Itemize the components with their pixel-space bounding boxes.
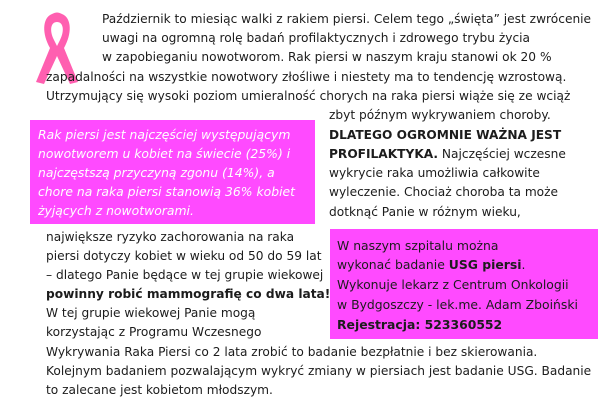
prophylaxis-heading-line-1: DLATEGO OGROMNIE WAŻNA JEST bbox=[329, 128, 562, 142]
risk-line-3: – dlatego Panie będące w tej grupie wiekowej bbox=[46, 268, 324, 282]
statistics-line-5: żyjących z nowotworami. bbox=[38, 203, 194, 218]
prophylaxis-heading-line-2: PROFILAKTYKA. bbox=[329, 147, 439, 161]
statistics-line-2: nowotworem u kobiet na świecie (25%) i bbox=[38, 146, 291, 161]
prophylaxis-line-2 bbox=[329, 145, 566, 164]
prophylaxis-text: Najczęściej wczesne bbox=[438, 147, 566, 161]
footer-line-3: to zalecane jest kobietom młodszym. bbox=[46, 383, 273, 397]
statistics-line-1: Rak piersi jest najczęściej występującym bbox=[38, 127, 291, 142]
risk-line-6: korzystając z Programu Wczesnego bbox=[46, 325, 262, 339]
usg-line-1: W naszym szpitalu można bbox=[337, 238, 499, 253]
registration-phone: Rejestracja: 523360552 bbox=[337, 317, 503, 332]
intro-line-1: Październik to miesiąc walki z rakiem piersi. Celem tego „święta” jest zwrócenie bbox=[102, 12, 592, 26]
intro-line-6: zbyt późnym wykrywaniem choroby. bbox=[329, 108, 551, 122]
footer-line-1: Wykrywania Raka Piersi co 2 lata zrobić to badanie bezpłatnie i bez skierowania. bbox=[46, 345, 538, 359]
usg-line-2-pre: wykonać badanie bbox=[337, 257, 449, 272]
intro-line-3: w zapobieganiu nowotworom. Rak piersi w naszym kraju stanowi ok 20 % bbox=[102, 50, 552, 64]
usg-line-4: w Bydgoszczy - lek.me. Adam Zboiński bbox=[337, 297, 578, 312]
intro-line-4: zapadalności na wszystkie nowotwory złośliwe i niestety ma to tendencję wzrostową. bbox=[46, 70, 567, 84]
risk-line-5: W tej grupie wiekowej Panie mogą bbox=[46, 306, 256, 320]
footer-line-2: Kolejnym badaniem pozwalającym wykryć zmiany w piersiach jest badanie USG. Badanie bbox=[46, 364, 592, 378]
usg-line-2 bbox=[337, 255, 525, 274]
statistics-line-3: najczęstszą przyczyną zgonu (14%), a bbox=[38, 165, 275, 180]
usg-exam-name: USG piersi bbox=[448, 257, 522, 272]
risk-line-2: piersi dotyczy kobiet w wieku od 50 do 59 lat bbox=[46, 249, 322, 263]
usg-line-3: Wykonuje lekarz z Centrum Onkologii bbox=[337, 277, 569, 292]
prophylaxis-line-5: dotknąć Panie w różnym wieku, bbox=[329, 205, 521, 219]
statistics-highlight-box bbox=[30, 120, 315, 224]
mammography-recommendation: powinny robić mammografię co dwa lata! bbox=[46, 287, 331, 301]
risk-line-1: największe ryzyko zachorowania na raka bbox=[46, 230, 295, 244]
prophylaxis-line-4: wyleczenie. Chociaż choroba ta może bbox=[329, 185, 559, 199]
prophylaxis-line-3: wykrycie raka umożliwia całkowite bbox=[329, 166, 540, 180]
intro-line-5: Utrzymujący się wysoki poziom umieralność chorych na raka piersi wiąże się ze wciąż bbox=[46, 89, 571, 103]
usg-info-box bbox=[330, 229, 598, 339]
usg-line-2-post: . bbox=[521, 257, 526, 272]
statistics-line-4: chore na raka piersi stanowią 36% kobiet bbox=[38, 184, 296, 199]
intro-line-2: uwagi na ogromną rolę badań profilaktycznych i zdrowego trybu życia bbox=[102, 31, 530, 45]
